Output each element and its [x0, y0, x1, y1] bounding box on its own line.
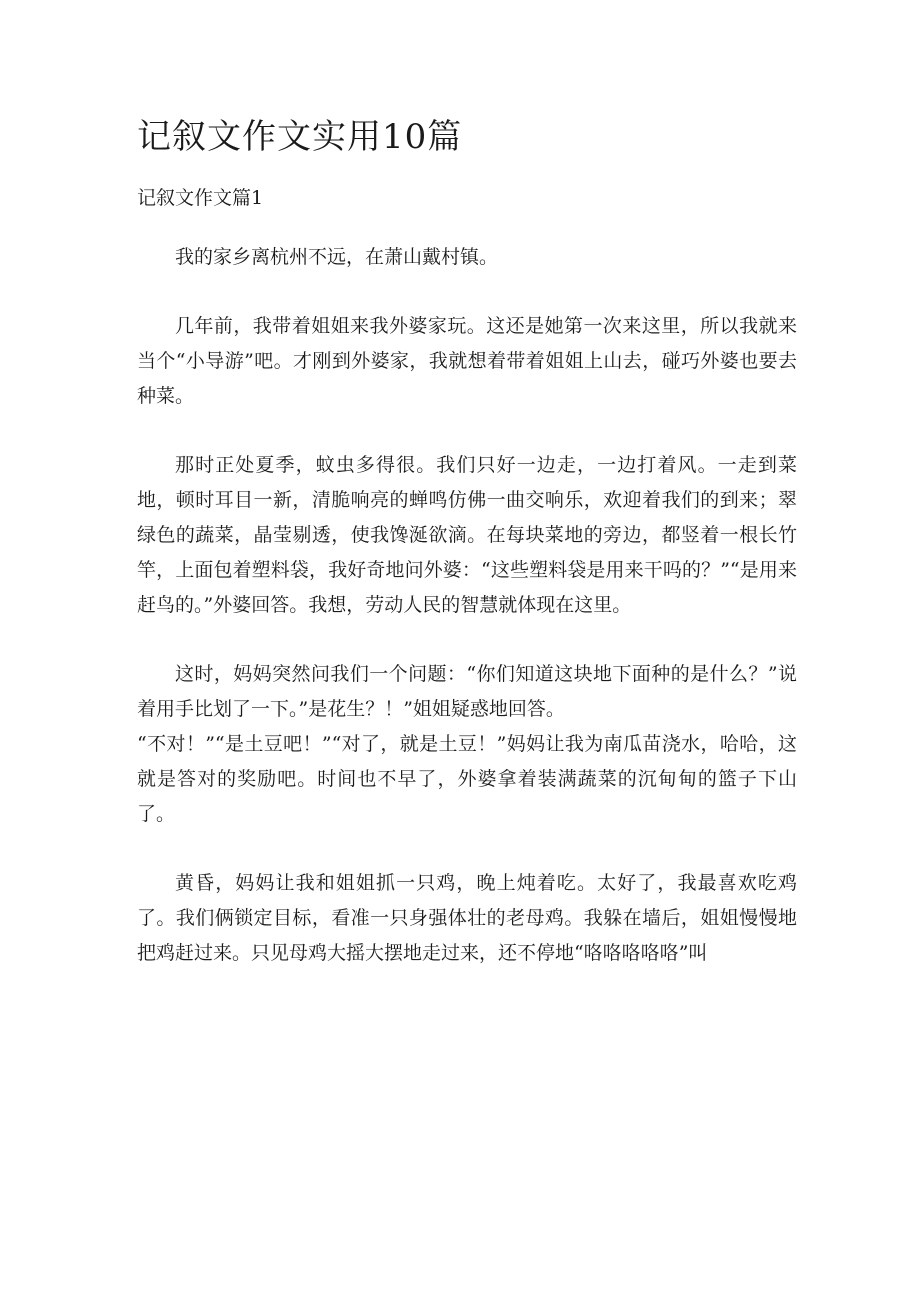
section-heading: 记叙文作文篇1: [137, 187, 264, 209]
article-body: [137, 240, 797, 971]
paragraph-1: 我的家乡离杭州不远，在萧山戴村镇。: [175, 246, 499, 268]
paragraph-3: 那时正处夏季，蚊虫多得很。我们只好一边走，一边打着风。一走到菜地，顿时耳目一新，清脆响亮的蝉鸣仿佛一曲交响乐，欢迎着我们的到来；翠绿色的蔬菜，晶莹剔透，使我馋涎欲滴。在每块菜地的旁边，都竖着一根长竹竿，上面包着塑料袋，我好奇地问外婆：“这些塑料袋是用来干吗的？”“是用来赶鸟的。”外婆回答。我想，劳动人民的智慧就体现在这里。: [137, 454, 797, 616]
paragraph-6: 黄昏，妈妈让我和姐姐抓一只鸡，晚上炖着吃。太好了，我最喜欢吃鸡了。我们俩锁定目标，看准一只身强体壮的老母鸡。我躲在墙后，姐姐慢慢地把鸡赶过来。只见母鸡大摇大摆地走过来，还不停地“咯咯咯咯咯”叫: [137, 872, 797, 964]
paragraph-4: 这时，妈妈突然问我们一个问题：“你们知道这块地下面种的是什么？”说着用手比划了一下。”是花生？！”姐姐疑惑地回答。: [137, 663, 797, 720]
paragraph-5: “不对！”“是土豆吧！”“对了，就是土豆！”妈妈让我为南瓜苗浇水，哈哈，这就是答对的奖励吧。时间也不早了，外婆拿着装满蔬菜的沉甸甸的篮子下山了。: [137, 733, 797, 825]
document-title: 记叙文作文实用10篇: [137, 117, 463, 157]
paragraph-2: 几年前，我带着姐姐来我外婆家玩。这还是她第一次来这里，所以我就来当个“小导游”吧。才刚到外婆家，我就想着带着姐姐上山去，碰巧外婆也要去种菜。: [137, 315, 797, 407]
